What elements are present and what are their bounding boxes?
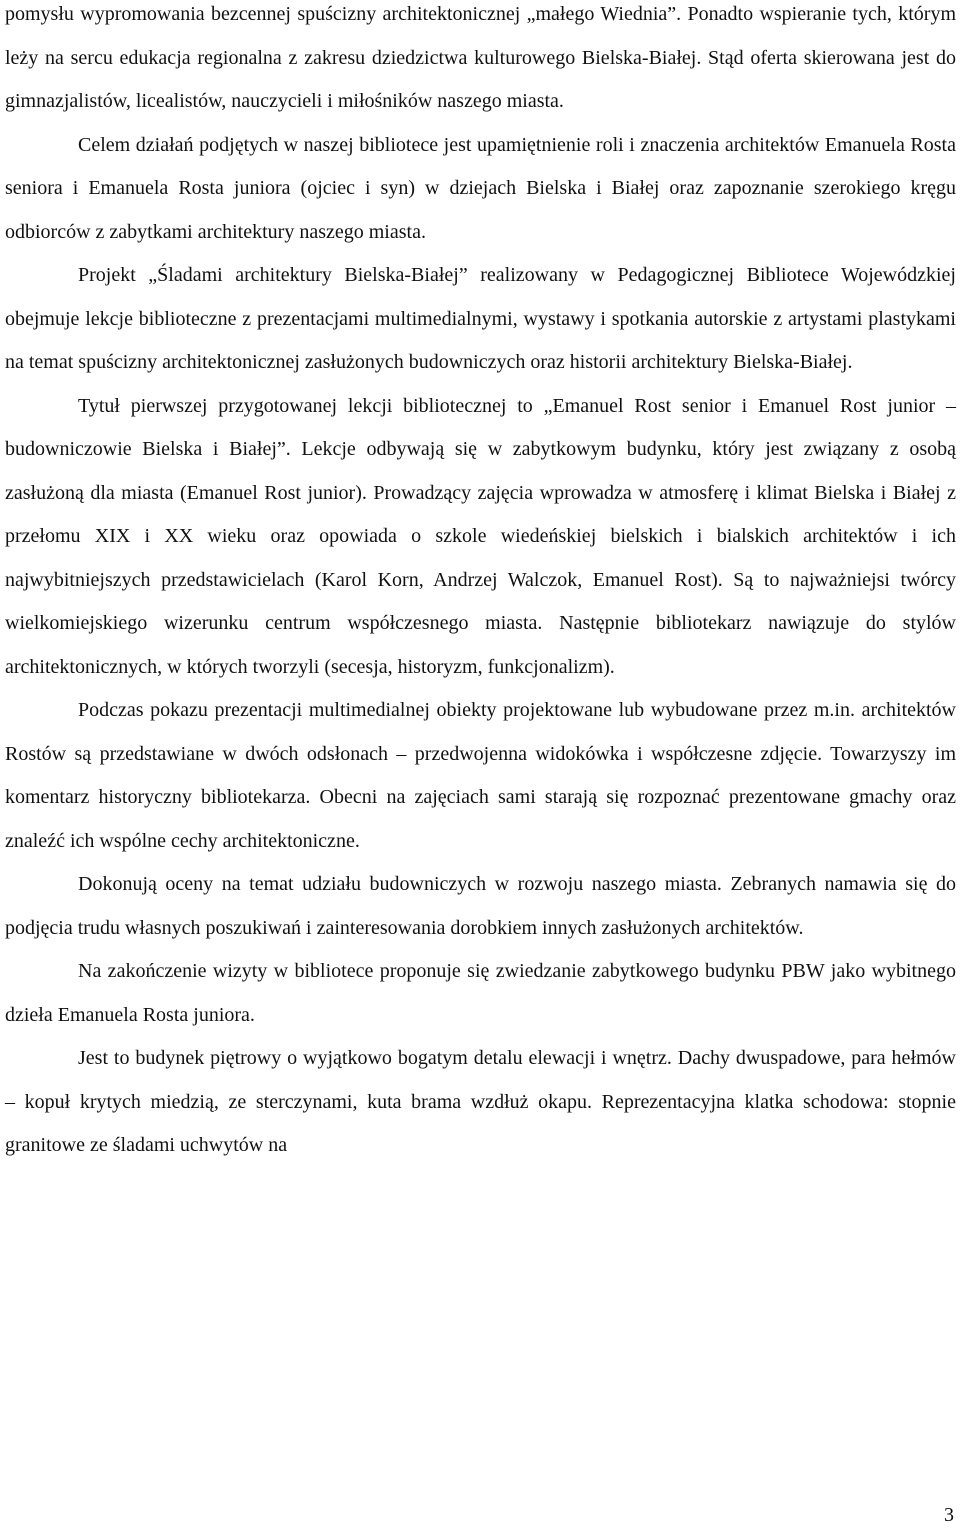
page-number: 3 <box>944 1504 954 1526</box>
paragraph-building: Jest to budynek piętrowy o wyjątkowo bogatym detalu elewacji i wnętrz. Dachy dwuspadowe, para hełmów – kopuł krytych miedzią, ze sterczynami, kuta brama wzdłuż okapu. Reprezentacyjna klatka schodowa: stopnie granitowe ze śladami uchwytów na <box>5 1047 956 1156</box>
paragraph-assessment: Dokonują oceny na temat udziału budowniczych w rozwoju naszego miasta. Zebranych namawia się do podjęcia trudu własnych poszukiwań i zainteresowania dorobkiem innych zasłużonych architektów. <box>5 873 956 939</box>
paragraph-project: Projekt „Śladami architektury Bielska-Białej” realizowany w Pedagogicznej Bibliotece Wojewódzkiej obejmuje lekcje biblioteczne z prezentacjami multimedialnymi, wystawy i spotkania autorskie z artystami plastykami na temat spuścizny architektonicznej zasłużonych budowniczych oraz historii architektury Bielska-Białej. <box>5 264 956 373</box>
paragraph-goal: Celem działań podjętych w naszej bibliotece jest upamiętnienie roli i znaczenia architektów Emanuela Rosta seniora i Emanuela Rosta juniora (ojciec i syn) w dziejach Bielska i Białej oraz zapoznanie szerokiego kręgu odbiorców z zabytkami architektury naszego miasta. <box>5 133 956 243</box>
paragraph-first-lesson: Tytuł pierwszej przygotowanej lekcji bibliotecznej to „Emanuel Rost senior i Emanuel Rost junior – budowniczowie Bielska i Białej”. Lekcje odbywają się w zabytkowym budynku, który jest związany z osobą zasłużoną dla miasta (Emanuel Rost junior). Prowadzący zajęcia wprowadza w atmosferę i klimat Bielska i Białej z przełomu XIX i XX wieku oraz opowiada o szkole wiedeńskiej bielskich i bialskich architektów i ich najwybitniejszych przedstawicielach (Karol Korn, Andrzej Walczok, Emanuel Rost). Są to najważniejsi twórcy wielkomiejskiego wizerunku centrum współczesnego miasta. Następnie bibliotekarz nawiązuje do stylów architektonicznych, w których tworzyli (secesja, historyzm, funkcjonalizm). <box>5 394 956 678</box>
paragraph-presentation: Podczas pokazu prezentacji multimedialnej obiekty projektowane lub wybudowane przez m.in. architektów Rostów są przedstawiane w dwóch odsłonach – przedwojenna widokówka i współczesne zdjęcie. Towarzyszy im komentarz historyczny bibliotekarza. Obecni na zajęciach sami starają się rozpoznać prezentowane gmachy oraz znaleźć ich wspólne cechy architektoniczne. <box>5 699 956 852</box>
document-body <box>5 0 956 1168</box>
paragraph-continuation: pomysłu wypromowania bezcennej spuścizny architektonicznej „małego Wiednia”. Ponadto wspieranie tych, którym leży na sercu edukacja regionalna z zakresu dziedzictwa kulturowego Bielska-Białej. Stąd oferta skierowana jest do gimnazjalistów, licealistów, nauczycieli i miłośników naszego miasta. <box>5 3 956 112</box>
paragraph-tour: Na zakończenie wizyty w bibliotece proponuje się zwiedzanie zabytkowego budynku PBW jako wybitnego dzieła Emanuela Rosta juniora. <box>5 960 956 1026</box>
